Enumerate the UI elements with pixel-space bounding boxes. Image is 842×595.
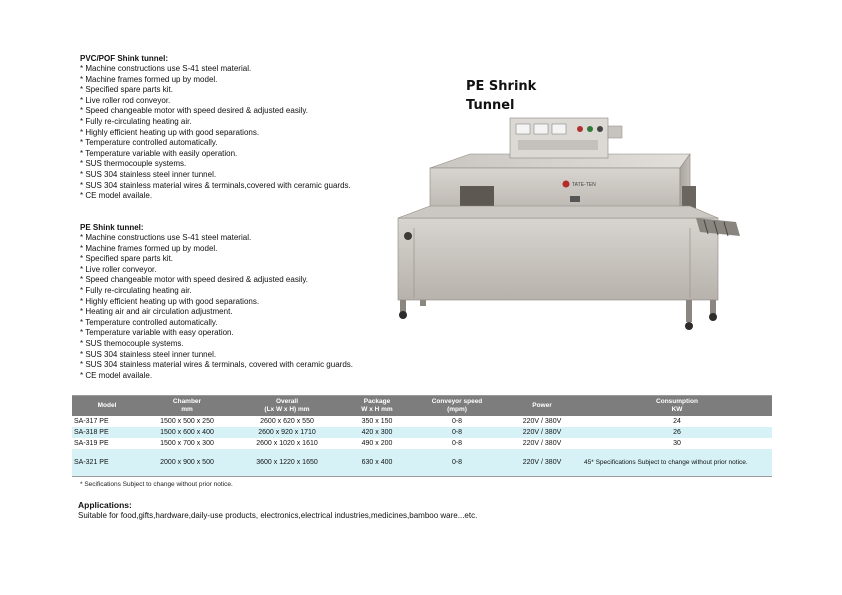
cell-consumption: 30 — [582, 438, 772, 449]
pvc-bullet: * Machine frames formed up by model. — [80, 74, 218, 84]
pe-bullet: * SUS 304 stainless steel inner tunnel. — [80, 349, 217, 359]
header-overall: Overall (Lx W x H) mm — [232, 396, 342, 416]
specification-table — [72, 396, 772, 476]
cell-conveyor-speed: 0-8 — [412, 438, 502, 449]
cell-chamber: 2000 x 900 x 500 — [142, 449, 232, 476]
cell-consumption: 45* Specifications Subject to change without prior notice. — [582, 449, 772, 476]
table-header-row — [72, 396, 772, 416]
cell-model: SA-318 PE — [72, 427, 142, 438]
cell-power: 220V / 380V — [502, 427, 582, 438]
pvc-bullet: * Specified spare parts kit. — [80, 85, 173, 95]
table-row — [72, 449, 772, 476]
cell-model: SA-319 PE — [72, 438, 142, 449]
cell-overall: 2600 x 620 x 550 — [232, 416, 342, 427]
pe-bullet: * Machine constructions use S-41 steel material. — [80, 233, 252, 242]
cell-chamber: 1500 x 500 x 250 — [142, 416, 232, 427]
pe-title: PE Shink tunnel: — [80, 223, 144, 232]
pe-bullet: * Highly efficient heating up with good separations. — [80, 296, 260, 306]
pvc-bullet: * Highly efficient heating up with good separations. — [80, 127, 260, 137]
pvc-bullet: * Machine constructions use S-41 steel material. — [80, 64, 252, 73]
table-row — [72, 438, 772, 449]
cell-power: 220V / 380V — [502, 416, 582, 427]
pe-bullet: * Heating air and air circulation adjustment. — [80, 307, 233, 317]
cell-model: SA-321 PE — [72, 449, 142, 476]
cell-package: 420 x 300 — [342, 427, 412, 438]
pe-bullet: * Temperature controlled automatically. — [80, 317, 218, 327]
pe-bullet: * Temperature variable with easy operation. — [80, 328, 234, 338]
cell-power: 220V / 380V — [502, 438, 582, 449]
header-power: Power — [502, 396, 582, 416]
brand-logo-text: TATE-TEN — [572, 182, 596, 188]
pe-bullet: * CE model availale. — [80, 370, 153, 380]
pe-section — [80, 222, 400, 381]
cell-model: SA-317 PE — [72, 416, 142, 427]
cell-conveyor-speed: 0-8 — [412, 416, 502, 427]
pvc-bullet: * Temperature controlled automatically. — [80, 138, 218, 148]
header-conveyor-speed: Conveyor speed (mpm) — [412, 396, 502, 416]
cell-conveyor-speed: 0-8 — [412, 427, 502, 438]
pvc-bullet: * SUS 304 stainless steel inner tunnel. — [80, 169, 217, 179]
cell-conveyor-speed: 0-8 — [412, 449, 502, 476]
cell-consumption: 26 — [582, 427, 772, 438]
photo-title-line2: Tunnel — [466, 98, 515, 113]
cell-overall: 3600 x 1220 x 1650 — [232, 449, 342, 476]
pe-bullet: * SUS 304 stainless material wires & terminals, covered with ceramic guards. — [80, 360, 353, 370]
pvc-bullet: * SUS thermocouple systems. — [80, 159, 187, 169]
footnote: * Secifications Subject to change without prior notice. — [80, 481, 233, 488]
table-row — [72, 427, 772, 438]
pe-bullet: * SUS themocouple systems. — [80, 338, 184, 348]
cell-power: 220V / 380V — [502, 449, 582, 476]
pvc-bullet: * Live roller rod conveyor. — [80, 95, 171, 105]
applications-text: Suitable for food,gifts,hardware,daily-use products, electronics,electrical industries,medicines,bamboo ware...etc. — [78, 511, 478, 520]
cell-chamber: 1500 x 700 x 300 — [142, 438, 232, 449]
cell-package: 630 x 400 — [342, 449, 412, 476]
cell-package: 490 x 200 — [342, 438, 412, 449]
header-consumption: Consumption KW — [582, 396, 772, 416]
pvc-pof-title: PVC/POF Shink tunnel: — [80, 54, 169, 63]
pvc-pof-section — [80, 53, 400, 202]
table-bottom-rule — [72, 476, 772, 477]
shrink-tunnel-machine-image — [390, 110, 750, 342]
pvc-bullet: * Speed changeable motor with speed desired & adjusted easily. — [80, 106, 308, 116]
table-row — [72, 416, 772, 427]
header-package: Package W x H mm — [342, 396, 412, 416]
header-chamber: Chamber mm — [142, 396, 232, 416]
applications-title: Applications: — [78, 500, 132, 510]
cell-consumption: 24 — [582, 416, 772, 427]
pe-bullet: * Live roller conveyor. — [80, 264, 157, 274]
pvc-bullet: * Fully re-circulating heating air. — [80, 116, 192, 126]
cell-package: 350 x 150 — [342, 416, 412, 427]
photo-title-line1: PE Shrink — [466, 79, 537, 94]
cell-overall: 2600 x 920 x 1710 — [232, 427, 342, 438]
pe-bullet: * Specified spare parts kit. — [80, 254, 173, 264]
pvc-bullet: * Temperature variable with easily operation. — [80, 148, 238, 158]
pe-bullet: * Speed changeable motor with speed desired & adjusted easily. — [80, 275, 308, 285]
cell-overall: 2600 x 1020 x 1610 — [232, 438, 342, 449]
pe-bullet: * Machine frames formed up by model. — [80, 243, 218, 253]
pe-bullet: * Fully re-circulating heating air. — [80, 285, 192, 295]
cell-chamber: 1500 x 600 x 400 — [142, 427, 232, 438]
header-model: Model — [72, 396, 142, 416]
pvc-bullet: * SUS 304 stainless material wires & terminals,covered with ceramic guards. — [80, 180, 351, 190]
pvc-bullet: * CE model availale. — [80, 191, 153, 201]
